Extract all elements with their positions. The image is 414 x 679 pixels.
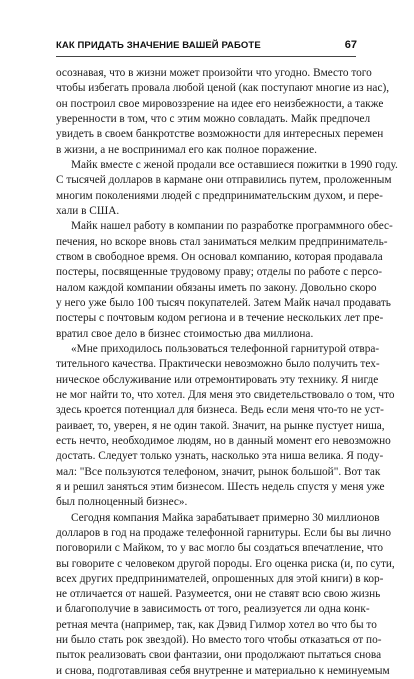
text-line: не отличается от нашей. Разумеется, они не ставят всю свою жизнь (56, 588, 381, 601)
text-line: достать. Следует только узнать, насколько эта ниша велика. Я поду- (56, 450, 384, 463)
text-line: всех других предпринимателей, опрошенных для этой книги) в кор- (56, 572, 384, 585)
text-line: Сегодня компания Майка зарабатывает примерно 30 миллионов (71, 511, 380, 524)
text-line: был полноценный бизнес». (56, 496, 188, 509)
text-line: он построил свое мировоззрение на идее его неизбежности, а также (56, 97, 384, 110)
text-line: пыток реализовать свои фантазии, они продолжают пытаться снова (56, 649, 382, 662)
page-number: 67 (344, 39, 357, 51)
text-line: у него уже было 100 тысяч покупателей. Затем Майк начал продавать (56, 296, 391, 309)
text-line: поговорили с Майком, то у вас могло бы создаться впечатление, что (56, 542, 383, 555)
text-line: здесь кроется потенциал для бизнеса. Ведь если меня что-то не уст- (56, 404, 384, 417)
text-line: вы говорите с человеком другой породы. Его оценка риска (и, по сути, (56, 557, 395, 570)
text-line: в жизни, а не воспринимал его как полное поражение. (56, 143, 317, 156)
text-line: налом каждой компании обязаны иметь по закону. Довольно скоро (56, 281, 377, 294)
text-line: ретная мечта (например, так, как Дэвид Гилмор хотел во что бы то (56, 618, 377, 631)
text-line: осознавая, что в жизни может произойти что угодно. Вместо того (56, 67, 372, 79)
text-line: хали в США. (56, 204, 120, 217)
text-line: и благополучие в зависимость от того, реализуется ли одна конк- (56, 603, 370, 616)
text-line: Майк нашел работу в компании по разработке программного обес- (71, 220, 393, 233)
text-line: не мог найти то, что хотел. Для меня это свидетельствовало о том, что (56, 388, 395, 401)
text-line: «Мне приходилось пользоваться телефонной гарнитурой отвра- (71, 342, 380, 355)
text-line: ническое обслуживание или отремонтировать эту технику. Я нигде (56, 373, 379, 386)
text-line: долларов в год на продаже телефонной гарнитуры. Если бы вы лично (56, 526, 391, 539)
text-line: постеры с почтовым кодом региона и в течение нескольких лет пре- (56, 312, 384, 325)
text-line: я и решил заняться этим бизнесом. Шесть недель спустя у меня уже (56, 480, 385, 493)
text-line: многим поколениями людей с предпринимательским духом, и пере- (56, 189, 383, 202)
text-line: тительного качества. Практически невозможно было получить тех- (56, 358, 380, 371)
text-line: Майк вместе с женой продали все оставшиеся пожитки в 1990 году. (71, 158, 398, 171)
text-line: печения, но вскоре вновь стал заниматься мелким предприниматель- (56, 235, 388, 248)
text-line: есть нечто, необходимое людям, но в данный момент его невозможно (56, 434, 391, 447)
text-line: и снова, подготавливая себя внутренне и материально к неминуемым (56, 664, 390, 677)
body-text (56, 66, 398, 679)
text-line: чтобы избегать провала любой ценой (как поступают многие из нас), (56, 82, 390, 95)
text-line: постеры, посвященные трудовому праву; отделы по работе с персо- (56, 266, 383, 279)
text-line: мал: "Все пользуются телефоном, значит, рынок большой". Вот так (56, 465, 381, 478)
text-line: увидеть в своем банкротстве возможности для интересных перемен (56, 128, 384, 141)
text-line: уверенности в том, что с этим можно совладать. Майк предпочел (56, 112, 371, 125)
text-line: ством в свободное время. Он основал компанию, которая продавала (56, 250, 383, 263)
text-line: ни было стать рок звездой). Но вместо того чтобы отказаться от по- (56, 634, 382, 647)
chapter-title: КАК ПРИДАТЬ ЗНАЧЕНИЕ ВАШЕЙ РАБОТЕ (56, 40, 261, 51)
text-line: вратил свое дело в бизнес стоимостью два миллиона. (56, 327, 314, 340)
text-line: раивает, то, уверен, я не один такой. Значит, на рынке пустует ниша, (56, 419, 385, 432)
header-divider (56, 56, 356, 57)
text-line: С тысячей долларов в кармане они отправились путем, проложенным (56, 174, 392, 187)
